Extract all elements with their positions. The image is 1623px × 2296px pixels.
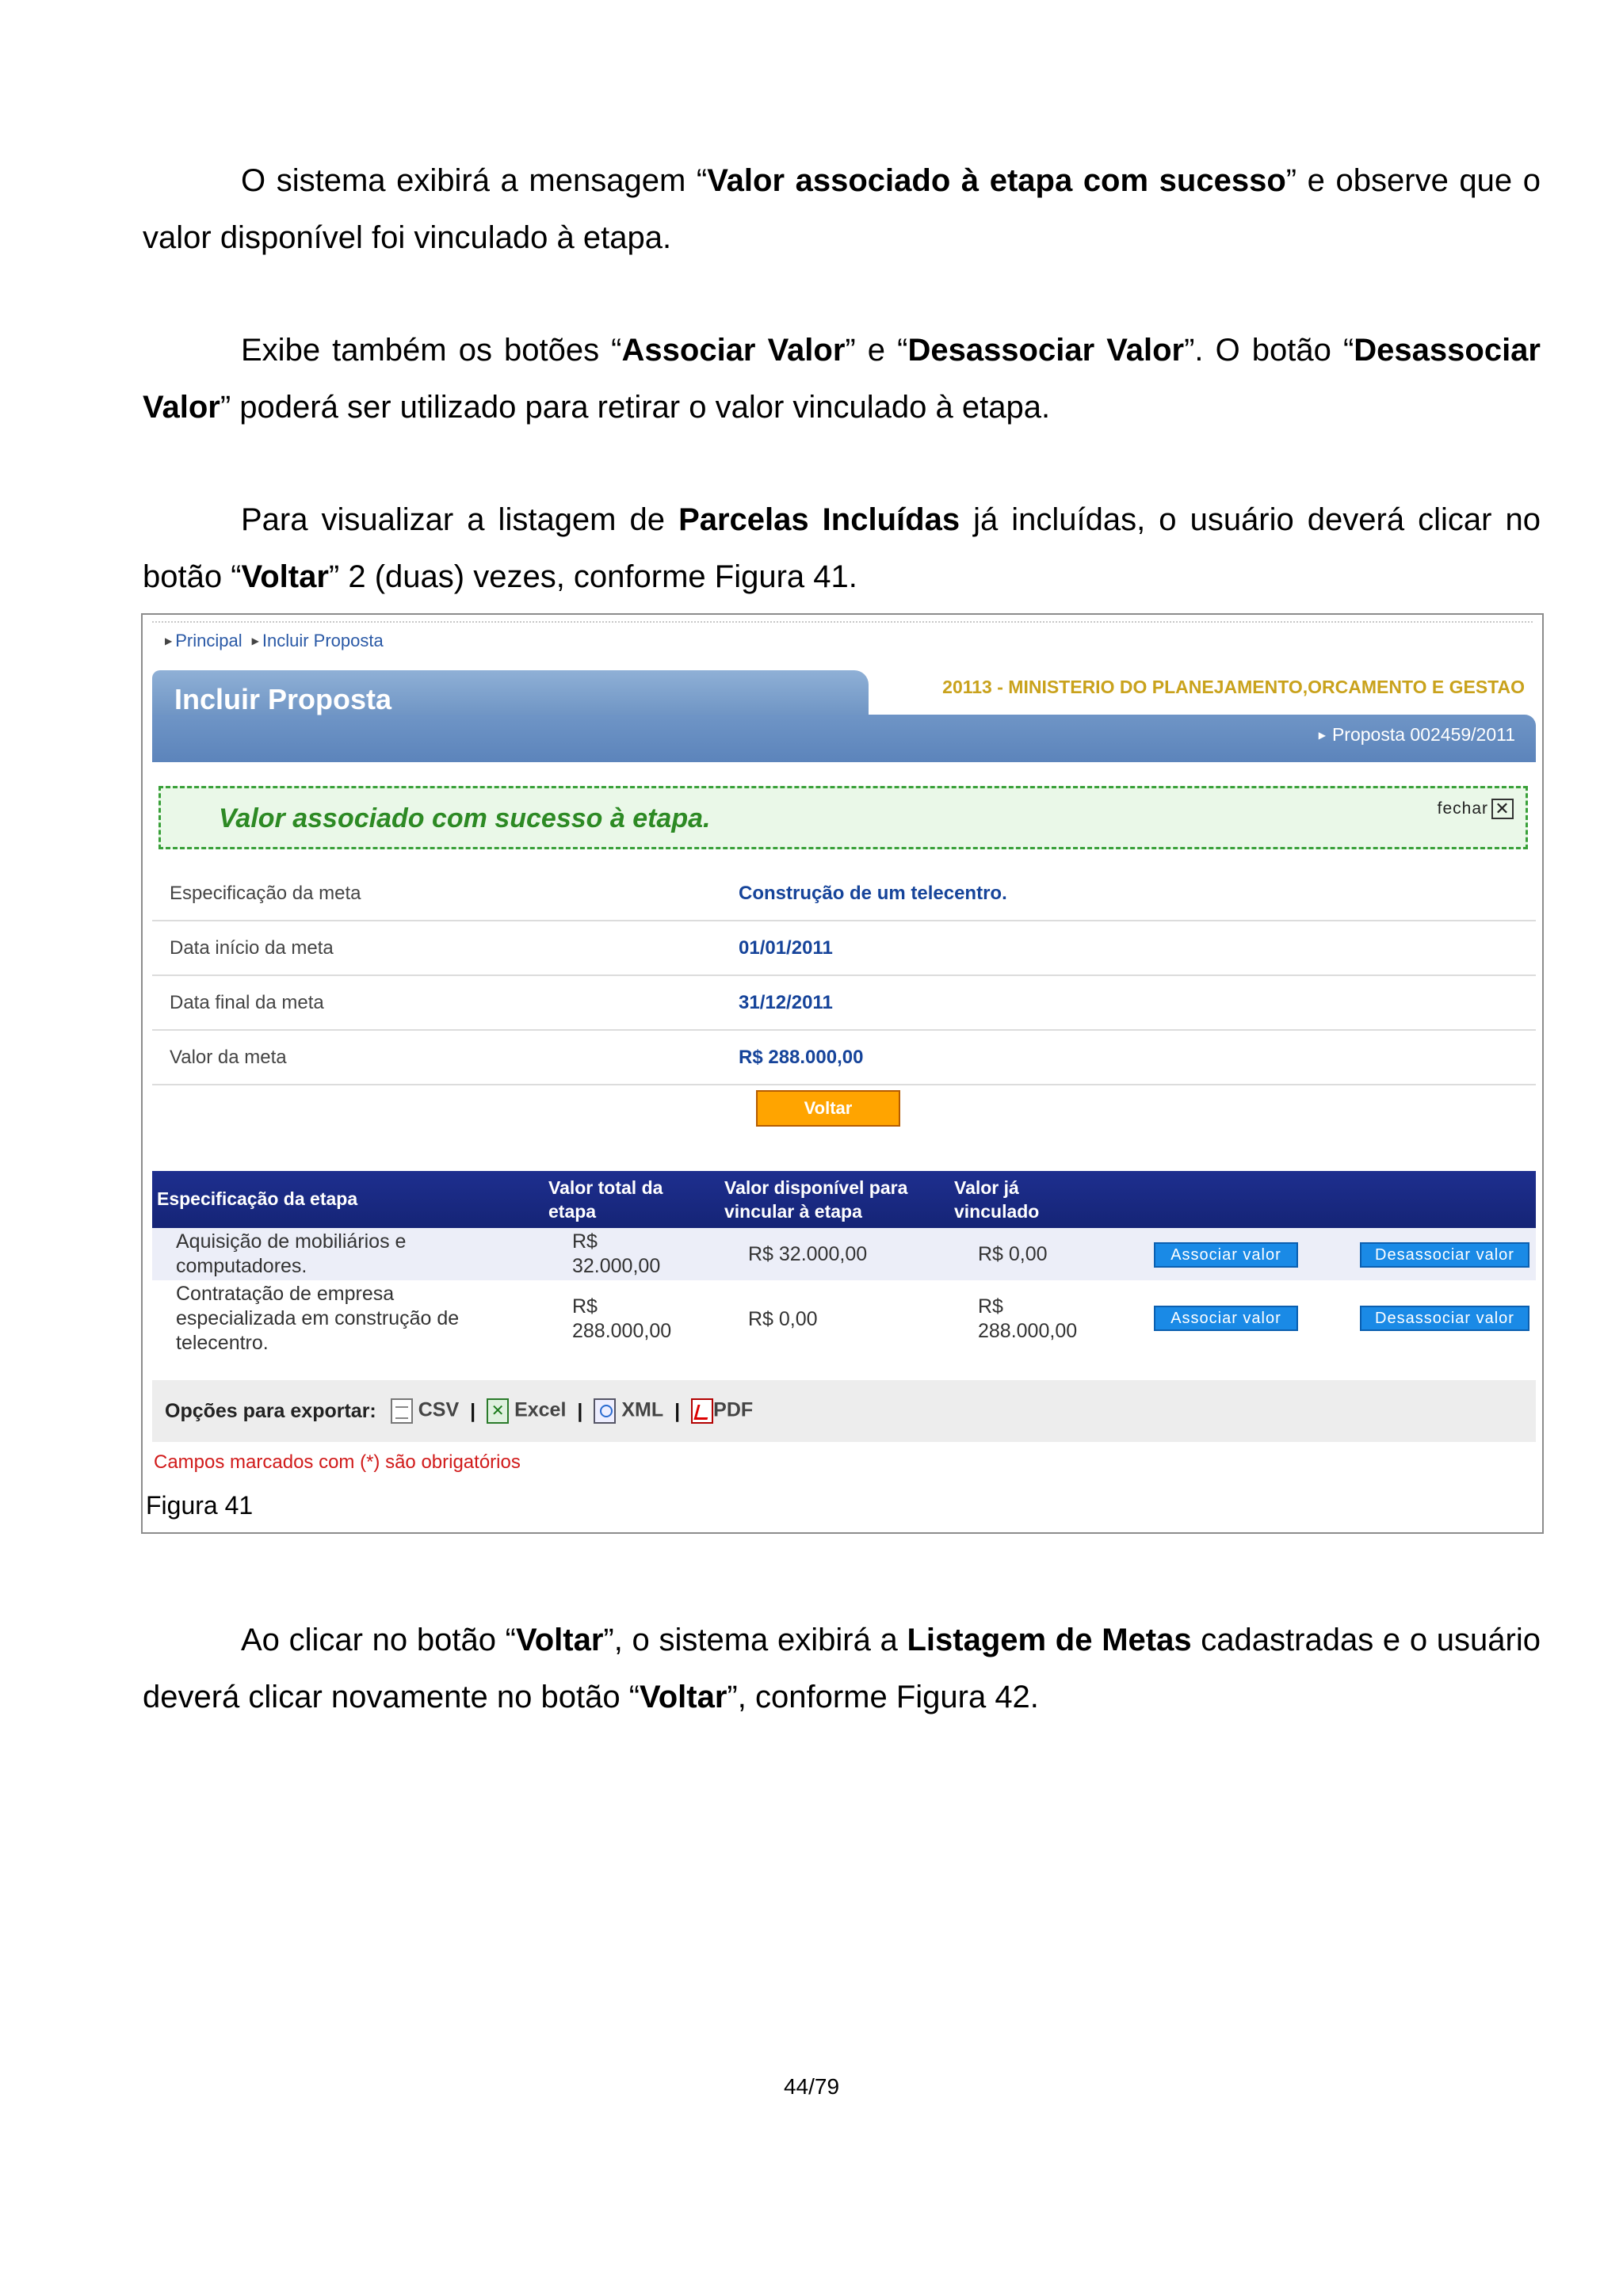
associar-valor-button[interactable]: Associar valor bbox=[1154, 1242, 1298, 1268]
goal-details bbox=[152, 867, 1536, 1085]
field-row: Valor da meta R$ 288.000,00 bbox=[152, 1031, 1536, 1085]
organization-name: 20113 - MINISTERIO DO PLANEJAMENTO,ORCAMENTO E GESTAO bbox=[942, 677, 1525, 697]
stages-table-header bbox=[152, 1171, 1536, 1228]
page-number: 44/79 bbox=[783, 2074, 840, 2099]
breadcrumb bbox=[165, 631, 384, 651]
desassociar-valor-button[interactable]: Desassociar valor bbox=[1360, 1242, 1529, 1268]
field-row: Data início da meta 01/01/2011 bbox=[152, 921, 1536, 976]
stage-linked: R$ 0,00 bbox=[978, 1243, 1048, 1265]
triangle-right-icon: ▶ bbox=[1318, 730, 1326, 741]
export-pdf-link[interactable]: PDF bbox=[691, 1398, 753, 1424]
excel-file-icon: ✕ bbox=[487, 1398, 509, 1424]
export-excel-link[interactable]: ✕ Excel bbox=[487, 1398, 566, 1424]
export-xml-link[interactable]: XML bbox=[594, 1398, 663, 1424]
paragraph-3: Para visualizar a listagem de Parcelas Incluídas já incluídas, o usuário deverá clicar no botão “Voltar” 2 (duas) vezes, conforme Figura 41. bbox=[143, 502, 1541, 594]
required-fields-note: Campos marcados com (*) são obrigatórios bbox=[154, 1451, 521, 1473]
figure-caption: Figura 41 bbox=[146, 1491, 254, 1520]
close-message-button[interactable]: fechar ✕ bbox=[1438, 799, 1514, 819]
paragraph-2: Exibe também os botões “Associar Valor” e “Desassociar Valor”. O botão “Desassociar Valor” poderá ser utilizado para retirar o valor vinculado à etapa. bbox=[143, 333, 1541, 425]
voltar-button[interactable]: Voltar bbox=[756, 1090, 900, 1127]
xml-file-icon bbox=[594, 1398, 616, 1424]
paragraph-1: O sistema exibirá a mensagem “Valor associado à etapa com sucesso” e observe que o valor disponível foi vinculado à etapa. bbox=[143, 163, 1541, 255]
stage-total: R$ 32.000,00 bbox=[572, 1230, 661, 1277]
top-dotted-divider bbox=[152, 621, 1533, 623]
triangle-right-icon: ▶ bbox=[165, 635, 173, 646]
pdf-file-icon bbox=[691, 1398, 713, 1424]
stage-spec: Contratação de empresa especializada em construção de telecentro. bbox=[176, 1283, 460, 1354]
stage-linked: R$ 288.000,00 bbox=[978, 1295, 1078, 1342]
header-total: Valor total da etapa bbox=[548, 1177, 663, 1222]
table-row bbox=[152, 1280, 1536, 1375]
field-row: Especificação da meta Construção de um telecentro. bbox=[152, 867, 1536, 921]
triangle-right-icon: ▶ bbox=[251, 635, 259, 646]
header-linked: Valor já vinculado bbox=[954, 1177, 1040, 1222]
proposal-link[interactable]: ▶ Proposta 002459/2011 bbox=[1318, 724, 1515, 745]
desassociar-valor-button[interactable]: Desassociar valor bbox=[1360, 1306, 1529, 1331]
breadcrumb-item-incluir-proposta[interactable]: ▶ Incluir Proposta bbox=[251, 631, 384, 650]
stage-total: R$ 288.000,00 bbox=[572, 1295, 672, 1342]
close-icon: ✕ bbox=[1491, 799, 1514, 819]
table-row bbox=[152, 1228, 1536, 1280]
paragraph-4: Ao clicar no botão “Voltar”, o sistema exibirá a Listagem de Metas cadastradas e o usuário deverá clicar novamente no botão “Voltar”, conforme Figura 42. bbox=[143, 1623, 1541, 1714]
stage-available: R$ 0,00 bbox=[748, 1308, 818, 1330]
success-message-text: Valor associado com sucesso à etapa. bbox=[219, 803, 711, 833]
breadcrumb-item-principal[interactable]: ▶ Principal bbox=[165, 631, 242, 650]
stage-available: R$ 32.000,00 bbox=[748, 1243, 868, 1265]
export-csv-link[interactable]: CSV bbox=[391, 1398, 459, 1424]
field-row: Data final da meta 31/12/2011 bbox=[152, 976, 1536, 1031]
figure-41 bbox=[141, 613, 1544, 1534]
stage-spec: Aquisição de mobiliários e computadores. bbox=[176, 1230, 407, 1277]
page-title: Incluir Proposta bbox=[174, 683, 392, 715]
associar-valor-button[interactable]: Associar valor bbox=[1154, 1306, 1298, 1331]
header-spec: Especificação da etapa bbox=[157, 1188, 358, 1209]
export-label: Opções para exportar: bbox=[165, 1399, 376, 1422]
csv-file-icon bbox=[391, 1398, 413, 1424]
export-options-bar: Opções para exportar: CSV | ✕ Excel | XML | PDF bbox=[152, 1380, 1536, 1442]
header-available: Valor disponível para vincular à etapa bbox=[724, 1177, 908, 1222]
